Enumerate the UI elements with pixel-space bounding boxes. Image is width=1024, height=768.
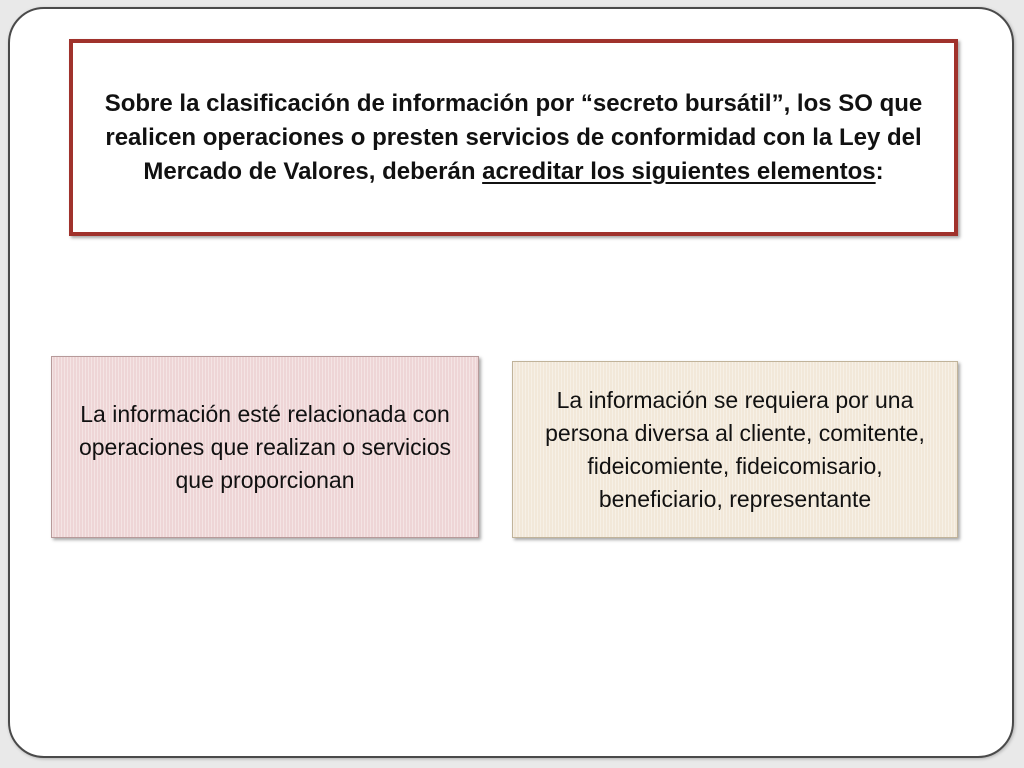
requirement-card-2-text: La información se requiera por una persona diversa al cliente, comitente, fideicomiente, fideicomisario, beneficiario, representante bbox=[545, 386, 925, 512]
title-text bbox=[91, 87, 936, 189]
title-box bbox=[69, 39, 958, 236]
title-suffix: : bbox=[875, 157, 884, 185]
title-main-text: Sobre la clasificación de información por “secreto bursátil”, los SO que realicen operaciones o presten servicios de conformidad con la Ley del Mercado de Valores, deberán bbox=[104, 89, 923, 185]
title-underlined-text: acreditar los siguientes elementos bbox=[482, 157, 876, 185]
requirement-card-1 bbox=[51, 356, 479, 538]
requirement-card-2 bbox=[512, 361, 958, 538]
requirement-card-1-text: La información esté relacionada con operaciones que realizan o servicios que proporcionan bbox=[78, 400, 452, 493]
